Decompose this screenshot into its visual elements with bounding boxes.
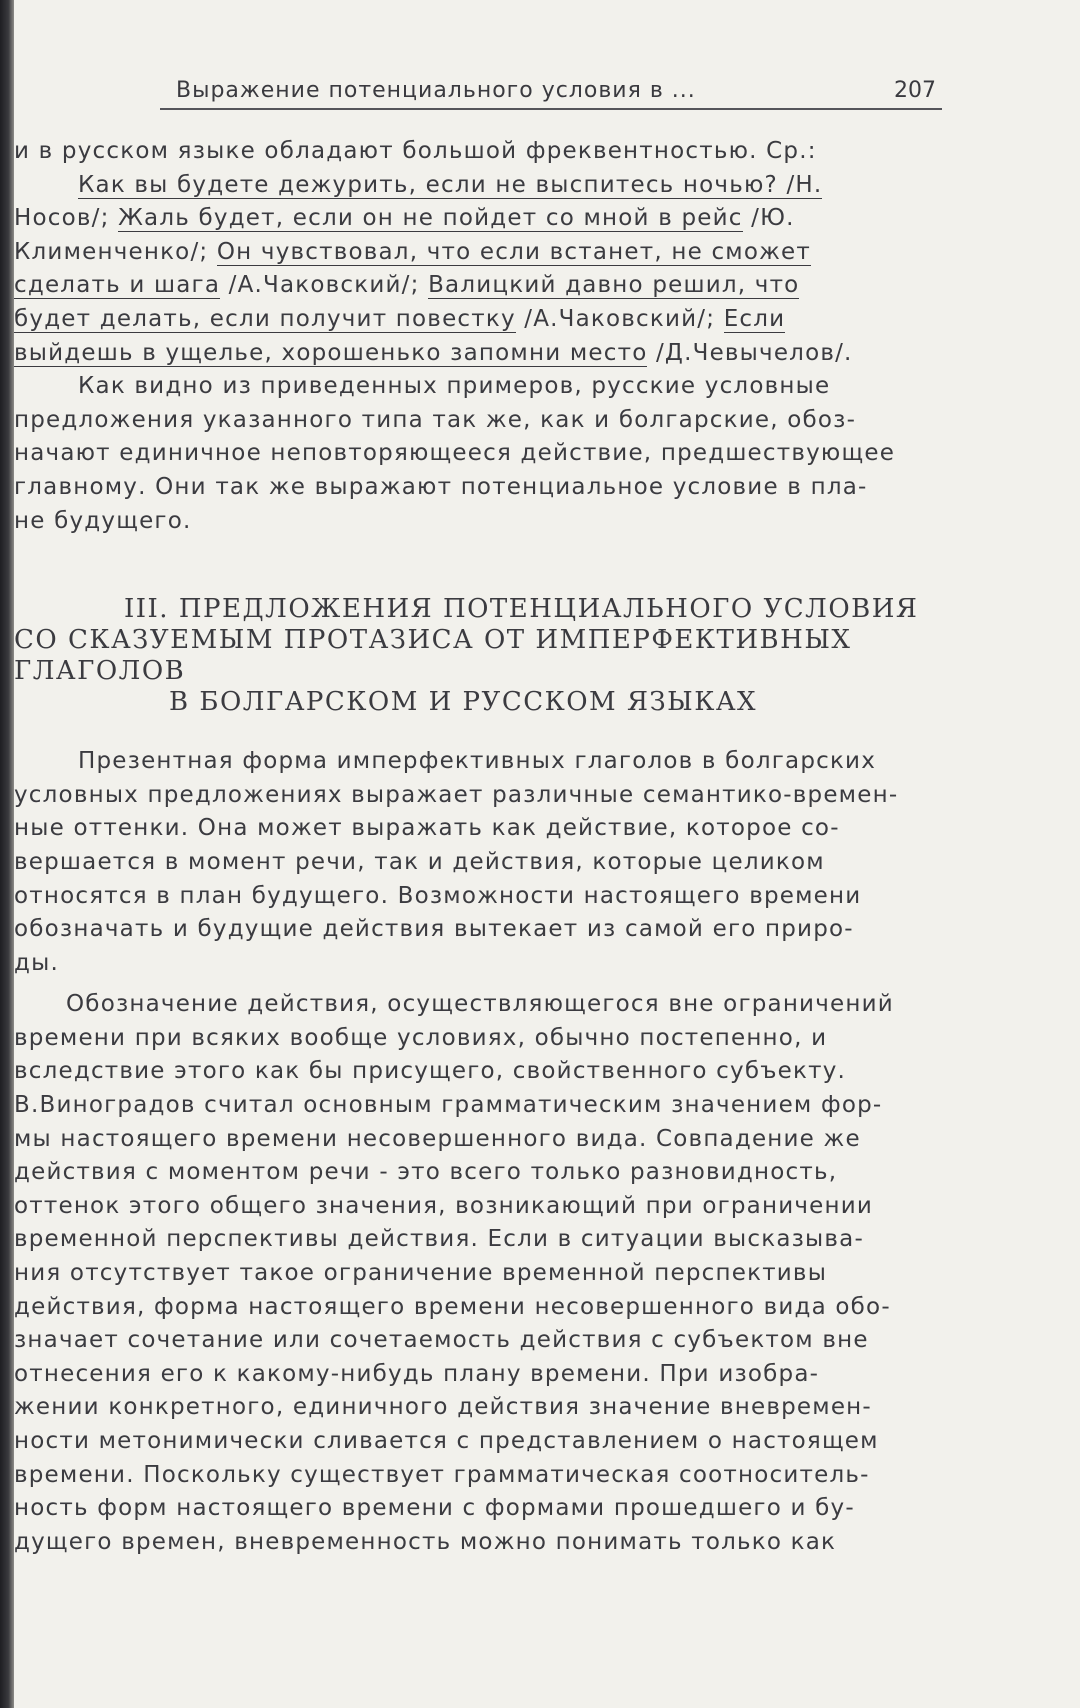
citation: /Д.Чевычелов/. — [647, 339, 853, 366]
text-line: Как видно из приведенных примеров, русские условные — [78, 373, 831, 400]
book-binding-edge — [0, 0, 14, 1708]
text-line — [14, 236, 944, 270]
citation: Клименченко/; — [14, 238, 217, 265]
running-title: Выражение потенциального условия в ... — [176, 78, 696, 103]
text-line: жении конкретного, единичного действия значение вневремен- — [14, 1394, 872, 1421]
paragraph-timeless-action — [14, 988, 944, 1559]
heading-line: III. ПРЕДЛОЖЕНИЯ ПОТЕНЦИАЛЬНОГО УСЛОВИЯ — [124, 594, 919, 625]
text-line: значает сочетание или сочетаемость действия с субъектом вне — [14, 1327, 869, 1354]
example-sentence: сделать и шага — [14, 272, 221, 299]
text-line: действия с моментом речи - это всего только разновидность, — [14, 1159, 838, 1186]
text-line: ности метонимически сливается с представлением о настоящем — [14, 1428, 879, 1454]
section-heading — [14, 594, 944, 718]
heading-line: В БОЛГАРСКОМ И РУССКОМ ЯЗЫКАХ — [169, 687, 758, 718]
text-line: предложения указанного типа так же, как и болгарские, обоз- — [14, 406, 857, 433]
text-line — [14, 169, 944, 203]
text-line: ность форм настоящего времени с формами прошедшего и бу- — [14, 1495, 855, 1522]
text-line: условных предложениях выражает различные семантико-времен- — [14, 781, 899, 808]
page-body — [14, 135, 944, 1559]
text-line: главному. Они так же выражают потенциальное условие в пла- — [14, 473, 868, 500]
page-number: 207 — [894, 78, 936, 103]
text-line: не будущего. — [14, 507, 192, 534]
paragraph-conclusion — [14, 370, 944, 538]
text-line: ния отсутствует такое ограничение временной перспективы — [14, 1260, 828, 1287]
text-line: дущего времен, вневременность можно понимать только как — [14, 1528, 837, 1555]
text-line: времени. Поскольку существует грамматическая соотноситель- — [14, 1461, 870, 1488]
heading-line: СО СКАЗУЕМЫМ ПРОТАЗИСА ОТ ИМПЕРФЕКТИВНЫХ ГЛАГОЛОВ — [14, 625, 852, 687]
text-line: отнесения его к какому-нибудь плану времени. При изобра- — [14, 1360, 820, 1387]
example-sentence: будет делать, если получит повестку — [14, 305, 516, 332]
text-line: начают единичное неповторяющееся действие, предшествующее — [14, 440, 896, 467]
text-line: и в русском языке обладают большой фреквентностью. Ср.: — [14, 138, 817, 164]
text-line: оттенок этого общего значения, возникающий при ограничении — [14, 1192, 874, 1219]
citation: /А.Чаковский/; — [515, 305, 724, 332]
example-sentence: Жаль будет, если он не пойдет со мной в рейс — [118, 205, 743, 232]
text-line: временной перспективы действия. Если в ситуации высказыва- — [14, 1226, 864, 1253]
citation: Носов/; — [14, 205, 119, 232]
text-line: В.Виноградов считал основным грамматическим значением фор- — [14, 1092, 883, 1119]
text-line — [14, 303, 944, 337]
text-line: обозначать и будущие действия вытекает из самой его приро- — [14, 916, 854, 943]
spacer — [14, 718, 944, 745]
text-line — [14, 337, 944, 371]
text-line — [14, 269, 944, 303]
text-line: действия, форма настоящего времени несовершенного вида обо- — [14, 1293, 891, 1320]
text-line: времени при всяких вообще условиях, обычно постепенно, и — [14, 1024, 828, 1051]
text-line: Презентная форма имперфективных глаголов в болгарских — [78, 748, 877, 775]
running-header — [160, 78, 942, 110]
spacer — [14, 980, 944, 988]
citation: /Ю. — [742, 205, 795, 232]
text-line: вследствие этого как бы присущего, свойственного субъекту. — [14, 1058, 847, 1085]
paragraph-present-form — [14, 745, 944, 980]
example-sentence: выйдешь в ущелье, хорошенько запомни место — [14, 339, 648, 366]
text-line: относятся в план будущего. Возможности настоящего времени — [14, 882, 862, 909]
text-line: Обозначение действия, осуществляющегося вне ограничений — [66, 991, 894, 1018]
example-sentence: Он чувствовал, что если встанет, не сможет — [216, 238, 811, 265]
text-line: вершается в момент речи, так и действия, которые целиком — [14, 848, 825, 875]
text-line: ные оттенки. Она может выражать как действие, которое со- — [14, 815, 840, 842]
example-sentence: Если — [723, 305, 786, 332]
paragraph-examples — [14, 135, 944, 370]
text-line: ды. — [14, 949, 59, 976]
text-line: мы настоящего времени несовершенного вида. Совпадение же — [14, 1125, 861, 1152]
text-line — [14, 202, 944, 236]
example-sentence: Как вы будете дежурить, если не выспитесь ночью? /Н. — [78, 171, 823, 198]
citation: /А.Чаковский/; — [220, 272, 429, 299]
example-sentence: Валицкий давно решил, что — [428, 272, 800, 299]
